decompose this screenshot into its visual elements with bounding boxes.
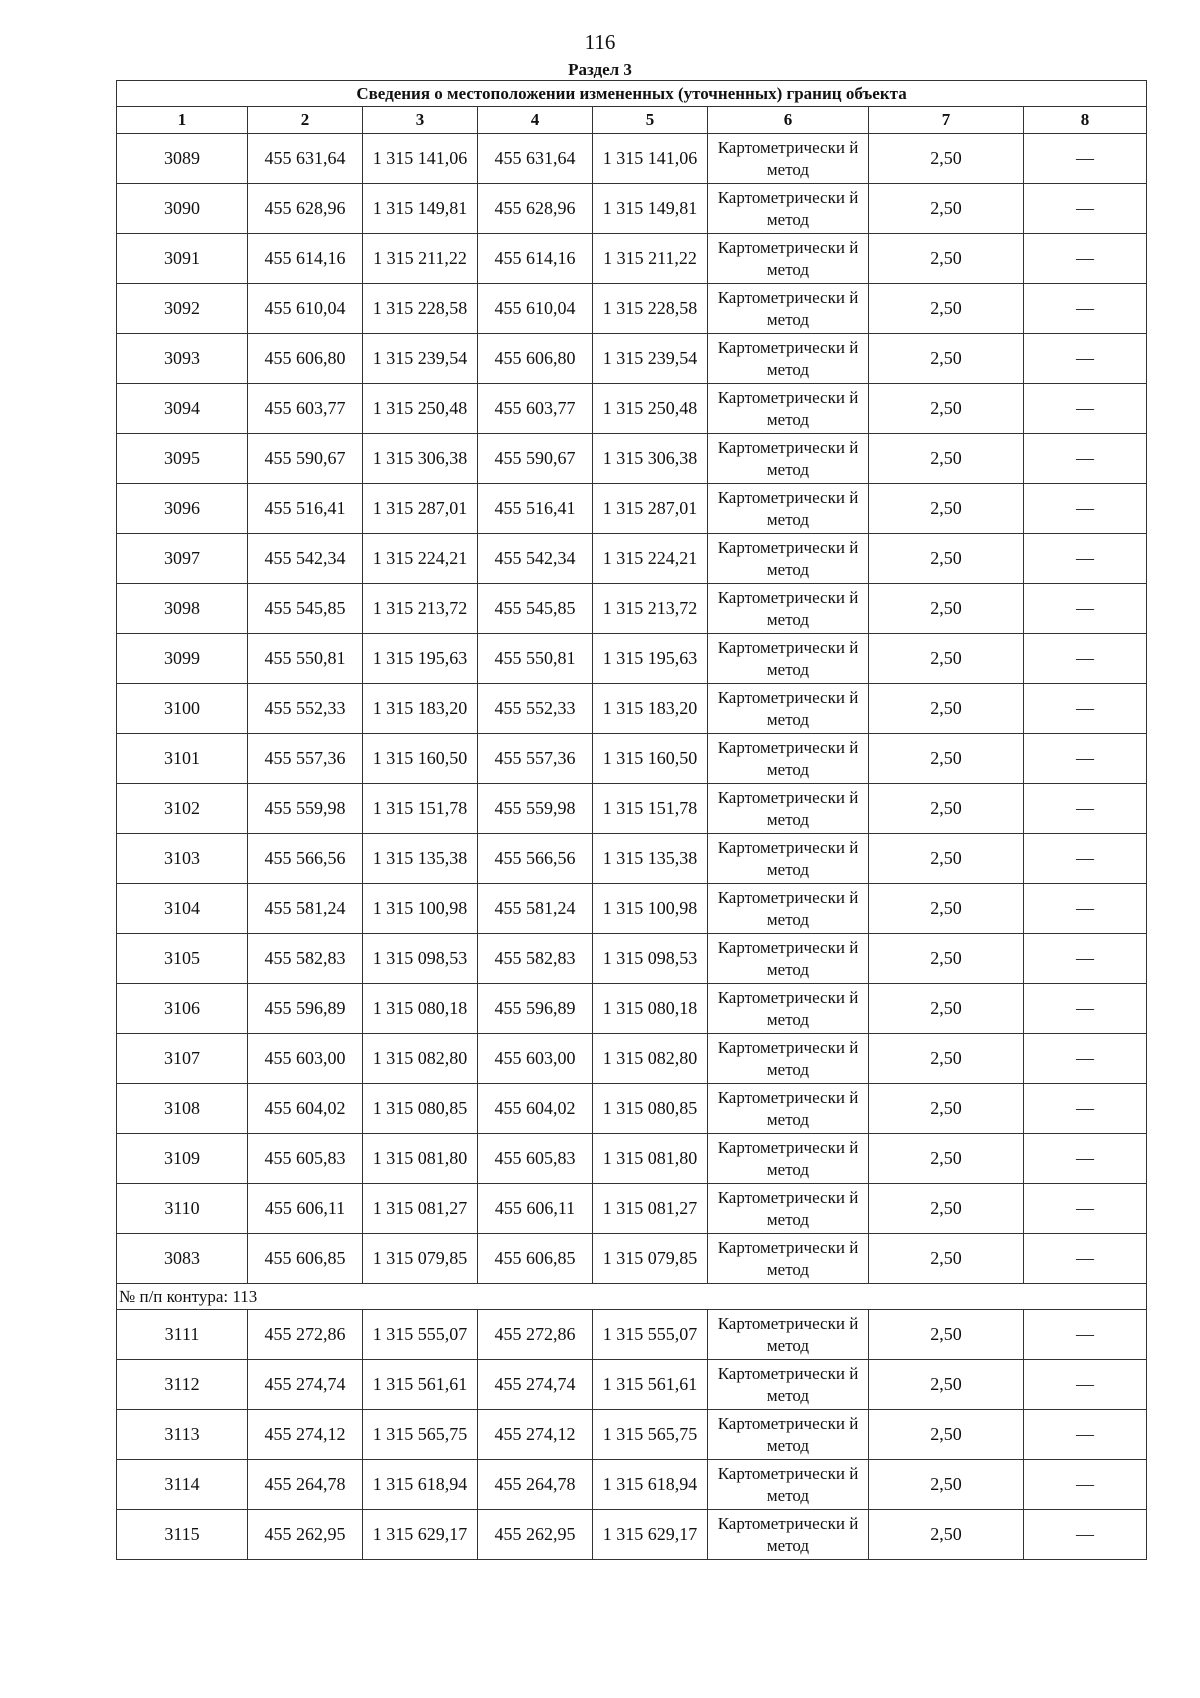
accuracy-cell: 2,50 <box>869 1084 1024 1134</box>
table-row <box>117 1134 1147 1184</box>
point-number-cell: 3103 <box>117 834 248 884</box>
point-number-cell: 3095 <box>117 434 248 484</box>
description-cell: — <box>1024 134 1147 184</box>
table-row <box>117 234 1147 284</box>
method-cell: Картометрически й метод <box>708 684 869 734</box>
column-number: 7 <box>869 107 1024 134</box>
x-coordinate-cell: 455 606,80 <box>248 334 363 384</box>
x-coordinate-cell: 455 582,83 <box>248 934 363 984</box>
description-cell: — <box>1024 334 1147 384</box>
accuracy-cell: 2,50 <box>869 934 1024 984</box>
y-coordinate-cell: 1 315 213,72 <box>593 584 708 634</box>
method-cell: Картометрически й метод <box>708 1510 869 1560</box>
y-coordinate-cell: 1 315 306,38 <box>593 434 708 484</box>
method-cell: Картометрически й метод <box>708 1460 869 1510</box>
point-number-cell: 3104 <box>117 884 248 934</box>
y-coordinate-cell: 1 315 082,80 <box>593 1034 708 1084</box>
method-cell: Картометрически й метод <box>708 284 869 334</box>
accuracy-cell: 2,50 <box>869 334 1024 384</box>
method-cell: Картометрически й метод <box>708 1310 869 1360</box>
point-number-cell: 3099 <box>117 634 248 684</box>
point-number-cell: 3089 <box>117 134 248 184</box>
x-coordinate-cell: 455 550,81 <box>248 634 363 684</box>
y-coordinate-cell: 1 315 149,81 <box>363 184 478 234</box>
y-coordinate-cell: 1 315 081,80 <box>363 1134 478 1184</box>
contour-label-row <box>117 1284 1147 1310</box>
description-cell: — <box>1024 684 1147 734</box>
x-coordinate-cell: 455 628,96 <box>248 184 363 234</box>
y-coordinate-cell: 1 315 080,85 <box>593 1084 708 1134</box>
table-title: Сведения о местоположении измененных (уточненных) границ объекта <box>117 81 1147 107</box>
point-number-cell: 3110 <box>117 1184 248 1234</box>
description-cell: — <box>1024 184 1147 234</box>
accuracy-cell: 2,50 <box>869 384 1024 434</box>
y-coordinate-cell: 1 315 555,07 <box>363 1310 478 1360</box>
y-coordinate-cell: 1 315 211,22 <box>593 234 708 284</box>
accuracy-cell: 2,50 <box>869 1134 1024 1184</box>
x-coordinate-cell: 455 262,95 <box>478 1510 593 1560</box>
y-coordinate-cell: 1 315 224,21 <box>363 534 478 584</box>
accuracy-cell: 2,50 <box>869 884 1024 934</box>
accuracy-cell: 2,50 <box>869 484 1024 534</box>
accuracy-cell: 2,50 <box>869 1034 1024 1084</box>
x-coordinate-cell: 455 264,78 <box>248 1460 363 1510</box>
table-row <box>117 1234 1147 1284</box>
table-row <box>117 1410 1147 1460</box>
point-number-cell: 3092 <box>117 284 248 334</box>
y-coordinate-cell: 1 315 555,07 <box>593 1310 708 1360</box>
method-cell: Картометрически й метод <box>708 234 869 284</box>
table-row <box>117 284 1147 334</box>
page-number: 116 <box>584 30 616 54</box>
x-coordinate-cell: 455 545,85 <box>248 584 363 634</box>
x-coordinate-cell: 455 559,98 <box>478 784 593 834</box>
contour-label: № п/п контура: 113 <box>117 1284 1147 1310</box>
y-coordinate-cell: 1 315 213,72 <box>363 584 478 634</box>
accuracy-cell: 2,50 <box>869 1510 1024 1560</box>
y-coordinate-cell: 1 315 098,53 <box>593 934 708 984</box>
column-number: 6 <box>708 107 869 134</box>
accuracy-cell: 2,50 <box>869 184 1024 234</box>
method-cell: Картометрически й метод <box>708 1360 869 1410</box>
y-coordinate-cell: 1 315 081,80 <box>593 1134 708 1184</box>
accuracy-cell: 2,50 <box>869 834 1024 884</box>
point-number-cell: 3093 <box>117 334 248 384</box>
point-number-cell: 3105 <box>117 934 248 984</box>
y-coordinate-cell: 1 315 195,63 <box>363 634 478 684</box>
y-coordinate-cell: 1 315 629,17 <box>363 1510 478 1560</box>
description-cell: — <box>1024 1460 1147 1510</box>
description-cell: — <box>1024 434 1147 484</box>
y-coordinate-cell: 1 315 629,17 <box>593 1510 708 1560</box>
x-coordinate-cell: 455 596,89 <box>478 984 593 1034</box>
description-cell: — <box>1024 1184 1147 1234</box>
y-coordinate-cell: 1 315 250,48 <box>363 384 478 434</box>
x-coordinate-cell: 455 516,41 <box>478 484 593 534</box>
y-coordinate-cell: 1 315 079,85 <box>363 1234 478 1284</box>
x-coordinate-cell: 455 262,95 <box>248 1510 363 1560</box>
x-coordinate-cell: 455 603,00 <box>248 1034 363 1084</box>
description-cell: — <box>1024 1410 1147 1460</box>
x-coordinate-cell: 455 274,74 <box>478 1360 593 1410</box>
point-number-cell: 3114 <box>117 1460 248 1510</box>
x-coordinate-cell: 455 582,83 <box>478 934 593 984</box>
description-cell: — <box>1024 284 1147 334</box>
description-cell: — <box>1024 234 1147 284</box>
y-coordinate-cell: 1 315 565,75 <box>363 1410 478 1460</box>
column-number: 5 <box>593 107 708 134</box>
x-coordinate-cell: 455 603,00 <box>478 1034 593 1084</box>
table-row <box>117 1510 1147 1560</box>
y-coordinate-cell: 1 315 287,01 <box>593 484 708 534</box>
column-number: 4 <box>478 107 593 134</box>
description-cell: — <box>1024 634 1147 684</box>
x-coordinate-cell: 455 631,64 <box>248 134 363 184</box>
method-cell: Картометрически й метод <box>708 1410 869 1460</box>
accuracy-cell: 2,50 <box>869 1460 1024 1510</box>
y-coordinate-cell: 1 315 224,21 <box>593 534 708 584</box>
method-cell: Картометрически й метод <box>708 1184 869 1234</box>
point-number-cell: 3091 <box>117 234 248 284</box>
table-row <box>117 534 1147 584</box>
description-cell: — <box>1024 1360 1147 1410</box>
y-coordinate-cell: 1 315 561,61 <box>363 1360 478 1410</box>
column-number-row <box>117 107 1147 134</box>
x-coordinate-cell: 455 606,85 <box>478 1234 593 1284</box>
column-number: 2 <box>248 107 363 134</box>
description-cell: — <box>1024 1134 1147 1184</box>
table-row <box>117 1460 1147 1510</box>
x-coordinate-cell: 455 614,16 <box>478 234 593 284</box>
point-number-cell: 3115 <box>117 1510 248 1560</box>
x-coordinate-cell: 455 604,02 <box>478 1084 593 1134</box>
x-coordinate-cell: 455 604,02 <box>248 1084 363 1134</box>
accuracy-cell: 2,50 <box>869 1310 1024 1360</box>
method-cell: Картометрически й метод <box>708 134 869 184</box>
table-row <box>117 1310 1147 1360</box>
point-number-cell: 3100 <box>117 684 248 734</box>
x-coordinate-cell: 455 552,33 <box>248 684 363 734</box>
x-coordinate-cell: 455 596,89 <box>248 984 363 1034</box>
description-cell: — <box>1024 1034 1147 1084</box>
accuracy-cell: 2,50 <box>869 234 1024 284</box>
point-number-cell: 3083 <box>117 1234 248 1284</box>
table-row <box>117 1084 1147 1134</box>
x-coordinate-cell: 455 274,12 <box>478 1410 593 1460</box>
y-coordinate-cell: 1 315 160,50 <box>593 734 708 784</box>
y-coordinate-cell: 1 315 151,78 <box>363 784 478 834</box>
y-coordinate-cell: 1 315 183,20 <box>593 684 708 734</box>
y-coordinate-cell: 1 315 081,27 <box>363 1184 478 1234</box>
x-coordinate-cell: 455 550,81 <box>478 634 593 684</box>
y-coordinate-cell: 1 315 141,06 <box>363 134 478 184</box>
method-cell: Картометрически й метод <box>708 434 869 484</box>
method-cell: Картометрически й метод <box>708 634 869 684</box>
accuracy-cell: 2,50 <box>869 734 1024 784</box>
accuracy-cell: 2,50 <box>869 1234 1024 1284</box>
table-row <box>117 734 1147 784</box>
description-cell: — <box>1024 834 1147 884</box>
column-number: 1 <box>117 107 248 134</box>
accuracy-cell: 2,50 <box>869 284 1024 334</box>
x-coordinate-cell: 455 605,83 <box>248 1134 363 1184</box>
y-coordinate-cell: 1 315 228,58 <box>363 284 478 334</box>
y-coordinate-cell: 1 315 151,78 <box>593 784 708 834</box>
description-cell: — <box>1024 1234 1147 1284</box>
x-coordinate-cell: 455 274,74 <box>248 1360 363 1410</box>
y-coordinate-cell: 1 315 211,22 <box>363 234 478 284</box>
accuracy-cell: 2,50 <box>869 1410 1024 1460</box>
y-coordinate-cell: 1 315 135,38 <box>363 834 478 884</box>
x-coordinate-cell: 455 614,16 <box>248 234 363 284</box>
table-row <box>117 134 1147 184</box>
x-coordinate-cell: 455 590,67 <box>478 434 593 484</box>
x-coordinate-cell: 455 559,98 <box>248 784 363 834</box>
y-coordinate-cell: 1 315 149,81 <box>593 184 708 234</box>
description-cell: — <box>1024 984 1147 1034</box>
description-cell: — <box>1024 784 1147 834</box>
table-row <box>117 184 1147 234</box>
method-cell: Картометрически й метод <box>708 734 869 784</box>
method-cell: Картометрически й метод <box>708 584 869 634</box>
point-number-cell: 3111 <box>117 1310 248 1360</box>
point-number-cell: 3090 <box>117 184 248 234</box>
description-cell: — <box>1024 584 1147 634</box>
table-row <box>117 434 1147 484</box>
description-cell: — <box>1024 1084 1147 1134</box>
x-coordinate-cell: 455 516,41 <box>248 484 363 534</box>
x-coordinate-cell: 455 605,83 <box>478 1134 593 1184</box>
x-coordinate-cell: 455 590,67 <box>248 434 363 484</box>
x-coordinate-cell: 455 610,04 <box>478 284 593 334</box>
method-cell: Картометрически й метод <box>708 1234 869 1284</box>
section-title: Раздел 3 <box>568 60 632 79</box>
point-number-cell: 3107 <box>117 1034 248 1084</box>
description-cell: — <box>1024 1310 1147 1360</box>
description-cell: — <box>1024 934 1147 984</box>
x-coordinate-cell: 455 603,77 <box>478 384 593 434</box>
point-number-cell: 3094 <box>117 384 248 434</box>
x-coordinate-cell: 455 542,34 <box>478 534 593 584</box>
method-cell: Картометрически й метод <box>708 884 869 934</box>
y-coordinate-cell: 1 315 080,18 <box>593 984 708 1034</box>
x-coordinate-cell: 455 603,77 <box>248 384 363 434</box>
x-coordinate-cell: 455 631,64 <box>478 134 593 184</box>
method-cell: Картометрически й метод <box>708 934 869 984</box>
x-coordinate-cell: 455 566,56 <box>248 834 363 884</box>
point-number-cell: 3106 <box>117 984 248 1034</box>
y-coordinate-cell: 1 315 082,80 <box>363 1034 478 1084</box>
x-coordinate-cell: 455 264,78 <box>478 1460 593 1510</box>
coordinates-table <box>116 80 1147 1560</box>
description-cell: — <box>1024 534 1147 584</box>
y-coordinate-cell: 1 315 100,98 <box>363 884 478 934</box>
point-number-cell: 3102 <box>117 784 248 834</box>
y-coordinate-cell: 1 315 239,54 <box>363 334 478 384</box>
accuracy-cell: 2,50 <box>869 1184 1024 1234</box>
accuracy-cell: 2,50 <box>869 534 1024 584</box>
x-coordinate-cell: 455 545,85 <box>478 584 593 634</box>
point-number-cell: 3113 <box>117 1410 248 1460</box>
method-cell: Картометрически й метод <box>708 534 869 584</box>
x-coordinate-cell: 455 566,56 <box>478 834 593 884</box>
method-cell: Картометрически й метод <box>708 184 869 234</box>
method-cell: Картометрически й метод <box>708 484 869 534</box>
y-coordinate-cell: 1 315 080,85 <box>363 1084 478 1134</box>
y-coordinate-cell: 1 315 618,94 <box>363 1460 478 1510</box>
method-cell: Картометрически й метод <box>708 1084 869 1134</box>
y-coordinate-cell: 1 315 195,63 <box>593 634 708 684</box>
method-cell: Картометрически й метод <box>708 334 869 384</box>
y-coordinate-cell: 1 315 100,98 <box>593 884 708 934</box>
x-coordinate-cell: 455 552,33 <box>478 684 593 734</box>
x-coordinate-cell: 455 272,86 <box>478 1310 593 1360</box>
y-coordinate-cell: 1 315 098,53 <box>363 934 478 984</box>
y-coordinate-cell: 1 315 565,75 <box>593 1410 708 1460</box>
y-coordinate-cell: 1 315 079,85 <box>593 1234 708 1284</box>
point-number-cell: 3108 <box>117 1084 248 1134</box>
x-coordinate-cell: 455 272,86 <box>248 1310 363 1360</box>
y-coordinate-cell: 1 315 250,48 <box>593 384 708 434</box>
point-number-cell: 3097 <box>117 534 248 584</box>
table-row <box>117 684 1147 734</box>
table-row <box>117 1184 1147 1234</box>
x-coordinate-cell: 455 581,24 <box>478 884 593 934</box>
accuracy-cell: 2,50 <box>869 584 1024 634</box>
description-cell: — <box>1024 484 1147 534</box>
y-coordinate-cell: 1 315 160,50 <box>363 734 478 784</box>
description-cell: — <box>1024 384 1147 434</box>
x-coordinate-cell: 455 274,12 <box>248 1410 363 1460</box>
y-coordinate-cell: 1 315 306,38 <box>363 434 478 484</box>
table-body <box>117 134 1147 1560</box>
table-row <box>117 1034 1147 1084</box>
x-coordinate-cell: 455 542,34 <box>248 534 363 584</box>
description-cell: — <box>1024 734 1147 784</box>
description-cell: — <box>1024 1510 1147 1560</box>
table-row <box>117 934 1147 984</box>
table-row <box>117 384 1147 434</box>
table-row <box>117 834 1147 884</box>
point-number-cell: 3096 <box>117 484 248 534</box>
table-row <box>117 334 1147 384</box>
table-row <box>117 584 1147 634</box>
x-coordinate-cell: 455 606,11 <box>248 1184 363 1234</box>
y-coordinate-cell: 1 315 228,58 <box>593 284 708 334</box>
table-row <box>117 884 1147 934</box>
method-cell: Картометрически й метод <box>708 784 869 834</box>
accuracy-cell: 2,50 <box>869 434 1024 484</box>
y-coordinate-cell: 1 315 135,38 <box>593 834 708 884</box>
accuracy-cell: 2,50 <box>869 784 1024 834</box>
x-coordinate-cell: 455 610,04 <box>248 284 363 334</box>
accuracy-cell: 2,50 <box>869 984 1024 1034</box>
accuracy-cell: 2,50 <box>869 634 1024 684</box>
accuracy-cell: 2,50 <box>869 1360 1024 1410</box>
table-row <box>117 1360 1147 1410</box>
column-number: 3 <box>363 107 478 134</box>
accuracy-cell: 2,50 <box>869 134 1024 184</box>
x-coordinate-cell: 455 628,96 <box>478 184 593 234</box>
point-number-cell: 3101 <box>117 734 248 784</box>
x-coordinate-cell: 455 557,36 <box>248 734 363 784</box>
method-cell: Картометрически й метод <box>708 834 869 884</box>
column-number: 8 <box>1024 107 1147 134</box>
accuracy-cell: 2,50 <box>869 684 1024 734</box>
point-number-cell: 3098 <box>117 584 248 634</box>
table-row <box>117 634 1147 684</box>
table-row <box>117 984 1147 1034</box>
method-cell: Картометрически й метод <box>708 1034 869 1084</box>
y-coordinate-cell: 1 315 618,94 <box>593 1460 708 1510</box>
x-coordinate-cell: 455 606,80 <box>478 334 593 384</box>
method-cell: Картометрически й метод <box>708 384 869 434</box>
x-coordinate-cell: 455 606,85 <box>248 1234 363 1284</box>
y-coordinate-cell: 1 315 183,20 <box>363 684 478 734</box>
y-coordinate-cell: 1 315 561,61 <box>593 1360 708 1410</box>
description-cell: — <box>1024 884 1147 934</box>
y-coordinate-cell: 1 315 239,54 <box>593 334 708 384</box>
point-number-cell: 3109 <box>117 1134 248 1184</box>
y-coordinate-cell: 1 315 081,27 <box>593 1184 708 1234</box>
method-cell: Картометрически й метод <box>708 1134 869 1184</box>
y-coordinate-cell: 1 315 141,06 <box>593 134 708 184</box>
x-coordinate-cell: 455 606,11 <box>478 1184 593 1234</box>
x-coordinate-cell: 455 581,24 <box>248 884 363 934</box>
point-number-cell: 3112 <box>117 1360 248 1410</box>
table-row <box>117 484 1147 534</box>
x-coordinate-cell: 455 557,36 <box>478 734 593 784</box>
method-cell: Картометрически й метод <box>708 984 869 1034</box>
y-coordinate-cell: 1 315 080,18 <box>363 984 478 1034</box>
table-row <box>117 784 1147 834</box>
y-coordinate-cell: 1 315 287,01 <box>363 484 478 534</box>
